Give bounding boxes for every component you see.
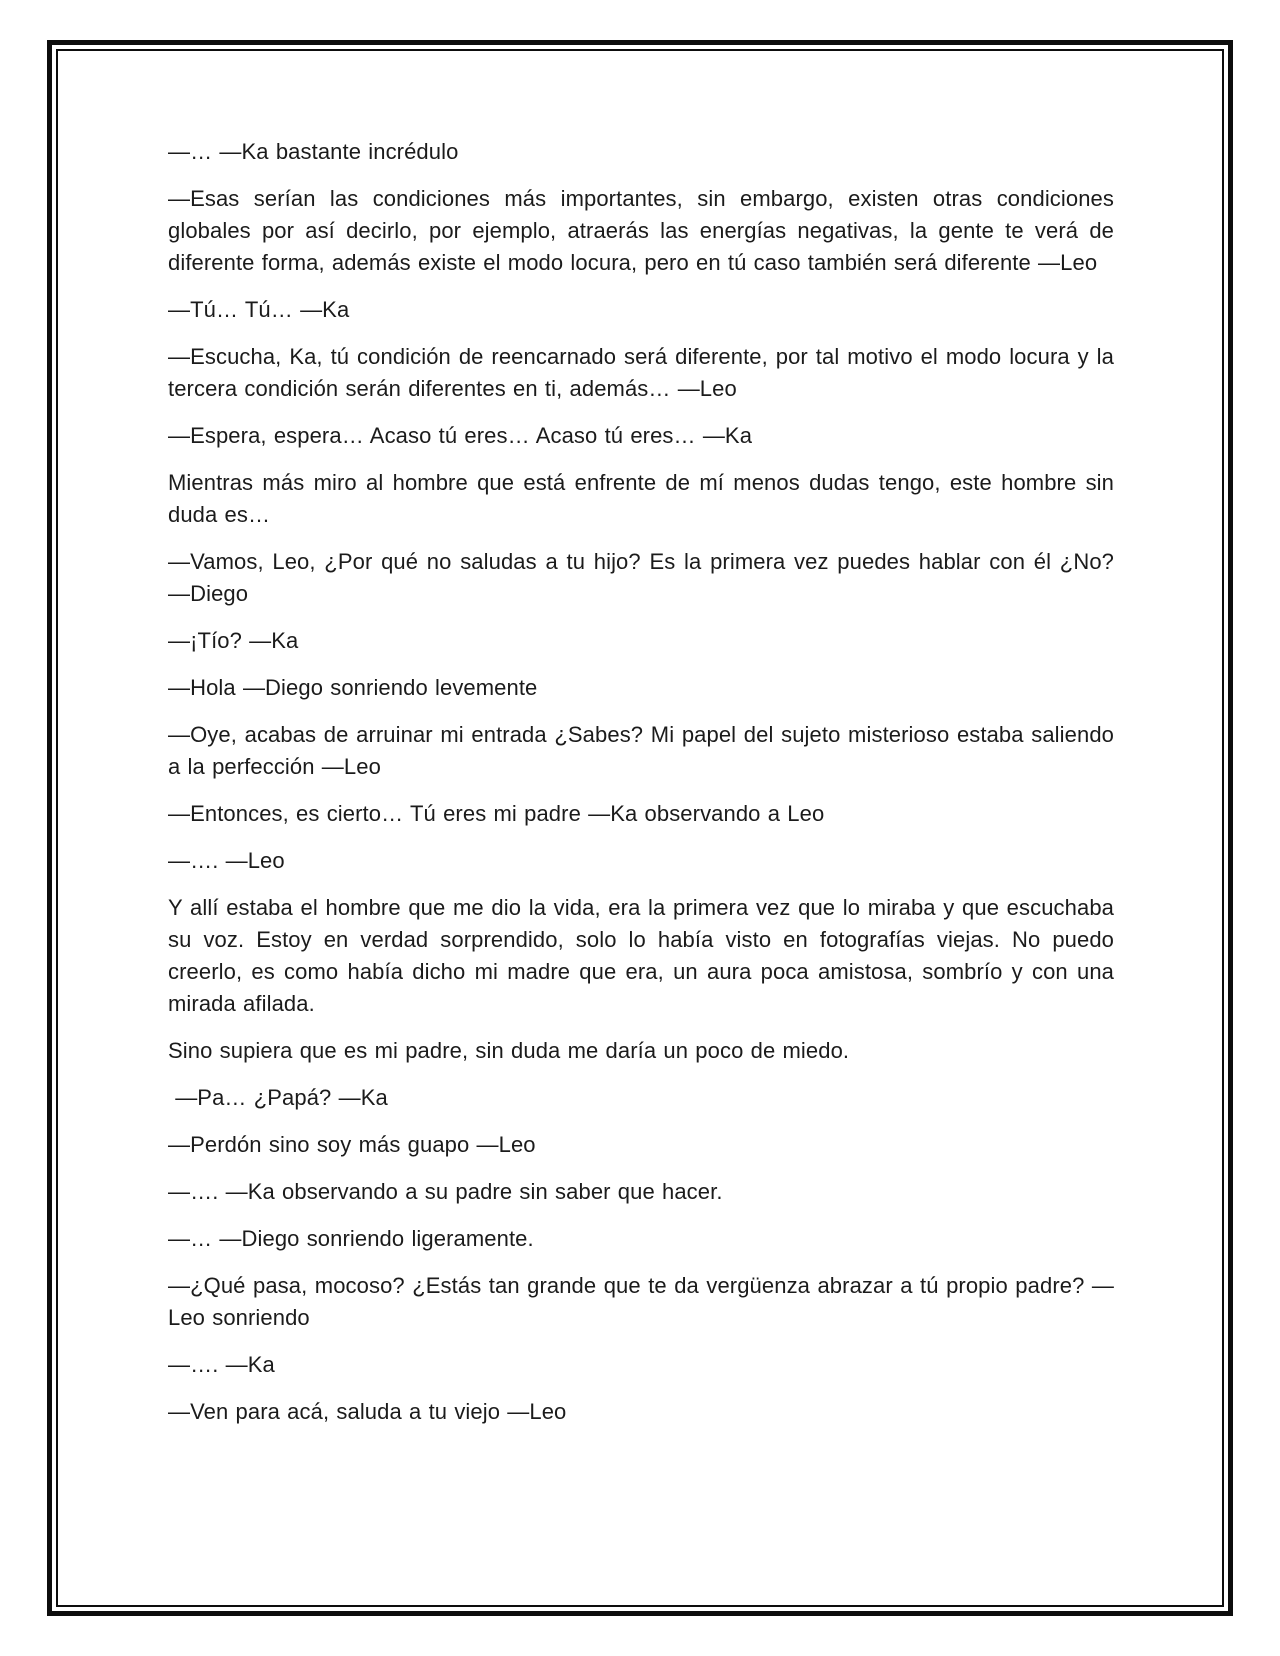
paragraph: —Esas serían las condiciones más importantes, sin embargo, existen otras condiciones globales por así decirlo, por ejemplo, atraerás las energías negativas, la gente te verá de diferente forma, además existe el modo locura, pero en tú caso también será diferente —Leo bbox=[168, 186, 1114, 275]
paragraph: —Hola —Diego sonriendo levemente bbox=[168, 675, 538, 700]
paragraph: —¿Qué pasa, mocoso? ¿Estás tan grande que te da vergüenza abrazar a tú propio padre? —Leo sonriendo bbox=[168, 1273, 1114, 1330]
paragraph: —… —Diego sonriendo ligeramente. bbox=[168, 1226, 534, 1251]
paragraph: —…. —Ka observando a su padre sin saber que hacer. bbox=[168, 1179, 723, 1204]
paragraph: Sino supiera que es mi padre, sin duda me daría un poco de miedo. bbox=[168, 1038, 850, 1063]
paragraph: —Espera, espera… Acaso tú eres… Acaso tú eres… —Ka bbox=[168, 423, 753, 448]
paragraph: —Oye, acabas de arruinar mi entrada ¿Sabes? Mi papel del sujeto misterioso estaba saliendo a la perfección —Leo bbox=[168, 722, 1114, 779]
paragraph: —…. —Leo bbox=[168, 848, 285, 873]
paragraph: —Vamos, Leo, ¿Por qué no saludas a tu hijo? Es la primera vez puedes hablar con él ¿No? —Diego bbox=[168, 549, 1114, 606]
paragraph: —…. —Ka bbox=[168, 1352, 275, 1377]
paragraph: —Tú… Tú… —Ka bbox=[168, 297, 350, 322]
page-text-body bbox=[168, 136, 1114, 1428]
paragraph: —¡Tío? —Ka bbox=[168, 628, 299, 653]
paragraph: —… —Ka bastante incrédulo bbox=[168, 139, 459, 164]
paragraph: —Perdón sino soy más guapo —Leo bbox=[168, 1132, 536, 1157]
paragraph: —Ven para acá, saluda a tu viejo —Leo bbox=[168, 1399, 567, 1424]
paragraph: Mientras más miro al hombre que está enfrente de mí menos dudas tengo, este hombre sin duda es… bbox=[168, 470, 1114, 527]
paragraph: —Escucha, Ka, tú condición de reencarnado será diferente, por tal motivo el modo locura y la tercera condición serán diferentes en ti, además… —Leo bbox=[168, 344, 1114, 401]
paragraph: Y allí estaba el hombre que me dio la vida, era la primera vez que lo miraba y que escuchaba su voz. Estoy en verdad sorprendido, solo lo había visto en fotografías viejas. No puedo creerlo, es como había dicho mi madre que era, un aura poca amistosa, sombrío y con una mirada afilada. bbox=[168, 895, 1114, 1016]
paragraph: —Pa… ¿Papá? —Ka bbox=[168, 1085, 388, 1110]
paragraph: —Entonces, es cierto… Tú eres mi padre —Ka observando a Leo bbox=[168, 801, 825, 826]
